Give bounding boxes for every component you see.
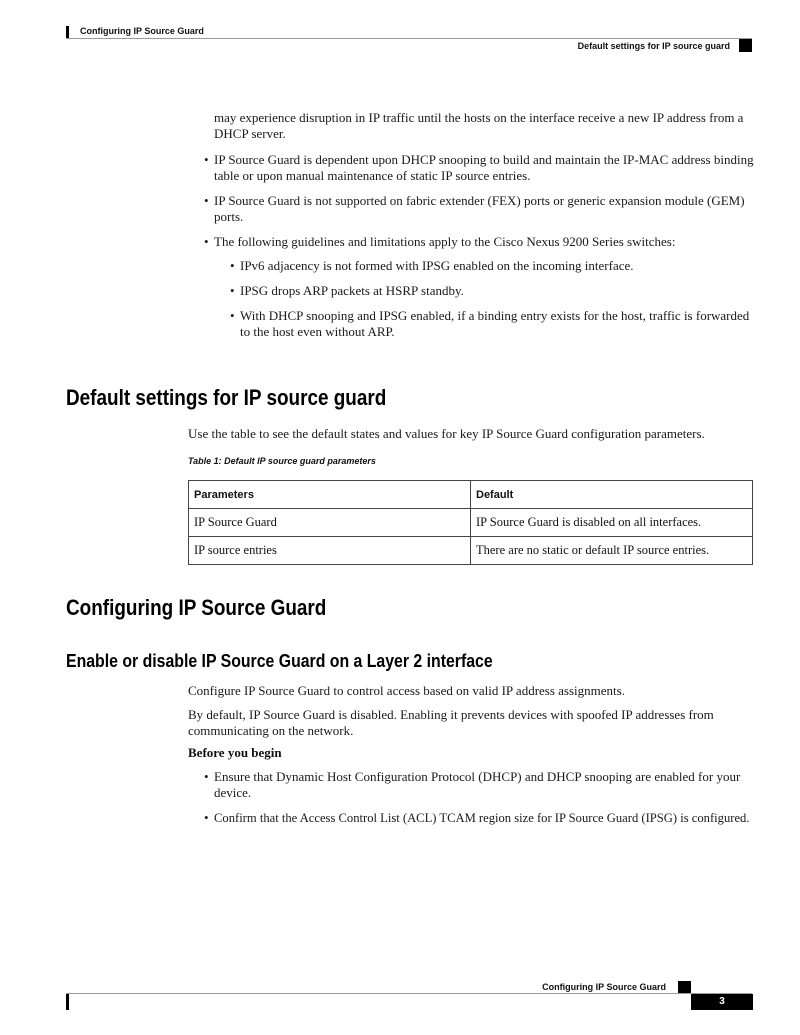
config-para-1: Configure IP Source Guard to control access based on valid IP address assignments. [188,683,625,698]
footer-title: Configuring IP Source Guard [542,982,666,992]
table-header-cell: Default [471,481,753,509]
table-row [189,509,753,537]
header-section-title: Default settings for IP source guard [577,41,730,51]
before-you-begin-label: Before you begin [188,745,282,760]
guideline-subtext: With DHCP snooping and IPSG enabled, if a binding entry exists for the host, traffic is forwarded to the host even without ARP. [240,308,750,339]
default-parameters-table [188,480,753,565]
table-cell: IP Source Guard is disabled on all interfaces. [471,509,753,537]
table-cell: IP Source Guard [189,509,471,537]
continuation-text: may experience disruption in IP traffic until the hosts on the interface receive a new IP address from a DHCP server. [214,110,744,141]
table-row [189,537,753,565]
bullet-dot: • [230,258,235,273]
table-header-row [189,481,753,509]
bullet-dot: • [204,193,209,208]
prereq-text: Confirm that the Access Control List (ACL) TCAM region size for IP Source Guard (IPSG) is configured. [214,811,750,825]
page-number: 3 [691,994,753,1010]
bullet-dot: • [204,152,209,167]
guideline-subtext: IPv6 adjacency is not formed with IPSG enabled on the incoming interface. [240,258,634,273]
table-cell: IP source entries [189,537,471,565]
config-subheading: Enable or disable IP Source Guard on a Layer 2 interface [66,651,493,671]
guideline-subtext: IPSG drops ARP packets at HSRP standby. [240,283,464,298]
defaults-intro: Use the table to see the default states and values for key IP Source Guard configuration parameters. [188,426,705,441]
prereq-text: Ensure that Dynamic Host Configuration Protocol (DHCP) and DHCP snooping are enabled for your device. [214,769,741,800]
table-caption: Table 1: Default IP source guard parameters [188,456,376,466]
bullet-dot: • [230,283,235,298]
guideline-text: IP Source Guard is not supported on fabric extender (FEX) ports or generic expansion module (GEM) ports. [214,193,745,224]
table-cell: There are no static or default IP source entries. [471,537,753,565]
header-marker-block [739,39,752,52]
footer-marker-block [678,981,691,993]
bullet-dot: • [230,308,235,323]
footer-left-bar [66,994,69,1010]
guideline-text: The following guidelines and limitations apply to the Cisco Nexus 9200 Series switches: [214,234,676,249]
defaults-heading: Default settings for IP source guard [66,385,387,410]
bullet-dot: • [204,234,209,249]
bullet-dot: • [204,769,209,784]
guideline-text: IP Source Guard is dependent upon DHCP snooping to build and maintain the IP-MAC address binding table or upon manual maintenance of static IP source entries. [214,152,754,183]
footer-rule [66,993,752,994]
config-para-2: By default, IP Source Guard is disabled. Enabling it prevents devices with spoofed IP addresses from communicating on the network. [188,707,714,738]
header-rule [66,38,752,39]
config-heading: Configuring IP Source Guard [66,595,327,620]
bullet-dot: • [204,810,209,825]
header-chapter-title: Configuring IP Source Guard [80,26,204,36]
table-header-cell: Parameters [189,481,471,509]
